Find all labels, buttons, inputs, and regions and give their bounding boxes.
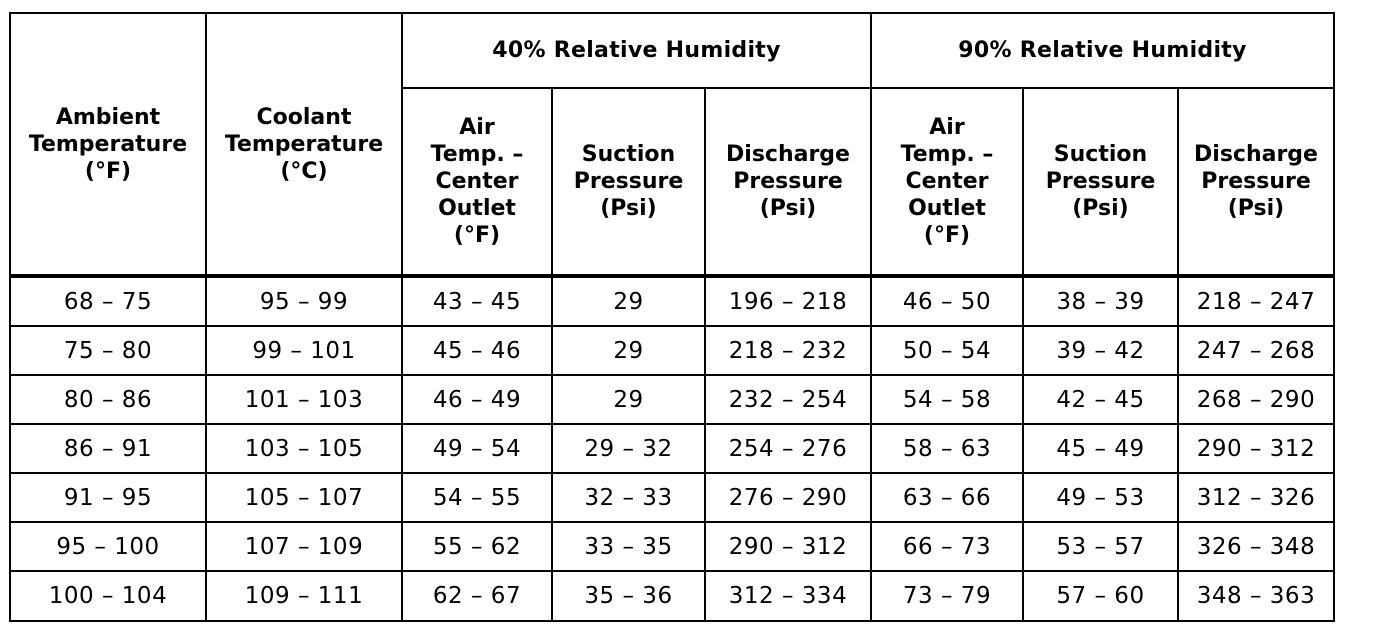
air-temp-header-40: Air Temp. – Center Outlet (°F) xyxy=(402,88,552,276)
discharge-pressure-40-cell: 290 – 312 xyxy=(705,522,871,571)
suction-pressure-header-40: Suction Pressure (Psi) xyxy=(552,88,705,276)
discharge-pressure-40-cell: 218 – 232 xyxy=(705,326,871,375)
table-row xyxy=(10,424,1334,473)
suction-pressure-40-cell: 29 xyxy=(552,375,705,424)
suction-pressure-90-cell: 39 – 42 xyxy=(1023,326,1178,375)
discharge-pressure-90-cell: 312 – 326 xyxy=(1178,473,1334,522)
ambient-temperature-header: Ambient Temperature (°F) xyxy=(10,13,206,276)
coolant-temp-cell: 109 – 111 xyxy=(206,571,402,621)
air-temp-90-cell: 46 – 50 xyxy=(871,276,1023,326)
air-temp-40-cell: 49 – 54 xyxy=(402,424,552,473)
coolant-temp-cell: 103 – 105 xyxy=(206,424,402,473)
table-row xyxy=(10,375,1334,424)
coolant-temp-cell: 95 – 99 xyxy=(206,276,402,326)
ambient-temp-cell: 95 – 100 xyxy=(10,522,206,571)
discharge-pressure-90-cell: 348 – 363 xyxy=(1178,571,1334,621)
coolant-temperature-header: Coolant Temperature (°C) xyxy=(206,13,402,276)
air-temp-90-cell: 66 – 73 xyxy=(871,522,1023,571)
table-row xyxy=(10,276,1334,326)
ambient-temp-cell: 100 – 104 xyxy=(10,571,206,621)
table-row xyxy=(10,571,1334,621)
air-temp-90-cell: 50 – 54 xyxy=(871,326,1023,375)
discharge-pressure-40-cell: 196 – 218 xyxy=(705,276,871,326)
discharge-pressure-40-cell: 232 – 254 xyxy=(705,375,871,424)
ambient-temp-cell: 91 – 95 xyxy=(10,473,206,522)
suction-pressure-90-cell: 38 – 39 xyxy=(1023,276,1178,326)
ambient-temp-cell: 86 – 91 xyxy=(10,424,206,473)
air-temp-40-cell: 54 – 55 xyxy=(402,473,552,522)
ambient-temp-cell: 75 – 80 xyxy=(10,326,206,375)
coolant-temp-cell: 99 – 101 xyxy=(206,326,402,375)
discharge-pressure-header-90: Discharge Pressure (Psi) xyxy=(1178,88,1334,276)
coolant-temp-cell: 101 – 103 xyxy=(206,375,402,424)
air-temp-40-cell: 45 – 46 xyxy=(402,326,552,375)
suction-pressure-40-cell: 33 – 35 xyxy=(552,522,705,571)
air-temp-90-cell: 54 – 58 xyxy=(871,375,1023,424)
suction-pressure-40-cell: 29 – 32 xyxy=(552,424,705,473)
air-temp-40-cell: 46 – 49 xyxy=(402,375,552,424)
coolant-temp-cell: 107 – 109 xyxy=(206,522,402,571)
humidity-40-group-header: 40% Relative Humidity xyxy=(402,13,871,88)
suction-pressure-90-cell: 49 – 53 xyxy=(1023,473,1178,522)
discharge-pressure-40-cell: 254 – 276 xyxy=(705,424,871,473)
suction-pressure-90-cell: 53 – 57 xyxy=(1023,522,1178,571)
table-row xyxy=(10,522,1334,571)
discharge-pressure-90-cell: 218 – 247 xyxy=(1178,276,1334,326)
air-temp-header-90: Air Temp. – Center Outlet (°F) xyxy=(871,88,1023,276)
suction-pressure-40-cell: 29 xyxy=(552,326,705,375)
air-temp-40-cell: 43 – 45 xyxy=(402,276,552,326)
ambient-temp-cell: 68 – 75 xyxy=(10,276,206,326)
discharge-pressure-header-40: Discharge Pressure (Psi) xyxy=(705,88,871,276)
air-temp-90-cell: 73 – 79 xyxy=(871,571,1023,621)
discharge-pressure-90-cell: 268 – 290 xyxy=(1178,375,1334,424)
coolant-temp-cell: 105 – 107 xyxy=(206,473,402,522)
humidity-90-group-header: 90% Relative Humidity xyxy=(871,13,1334,88)
air-temp-90-cell: 58 – 63 xyxy=(871,424,1023,473)
discharge-pressure-40-cell: 276 – 290 xyxy=(705,473,871,522)
discharge-pressure-40-cell: 312 – 334 xyxy=(705,571,871,621)
table-row xyxy=(10,473,1334,522)
discharge-pressure-90-cell: 290 – 312 xyxy=(1178,424,1334,473)
suction-pressure-90-cell: 45 – 49 xyxy=(1023,424,1178,473)
suction-pressure-90-cell: 57 – 60 xyxy=(1023,571,1178,621)
suction-pressure-40-cell: 29 xyxy=(552,276,705,326)
suction-pressure-90-cell: 42 – 45 xyxy=(1023,375,1178,424)
suction-pressure-40-cell: 35 – 36 xyxy=(552,571,705,621)
air-temp-40-cell: 55 – 62 xyxy=(402,522,552,571)
air-temp-90-cell: 63 – 66 xyxy=(871,473,1023,522)
discharge-pressure-90-cell: 247 – 268 xyxy=(1178,326,1334,375)
ac-performance-table xyxy=(9,12,1335,622)
suction-pressure-header-90: Suction Pressure (Psi) xyxy=(1023,88,1178,276)
table-row xyxy=(10,326,1334,375)
air-temp-40-cell: 62 – 67 xyxy=(402,571,552,621)
suction-pressure-40-cell: 32 – 33 xyxy=(552,473,705,522)
ambient-temp-cell: 80 – 86 xyxy=(10,375,206,424)
discharge-pressure-90-cell: 326 – 348 xyxy=(1178,522,1334,571)
